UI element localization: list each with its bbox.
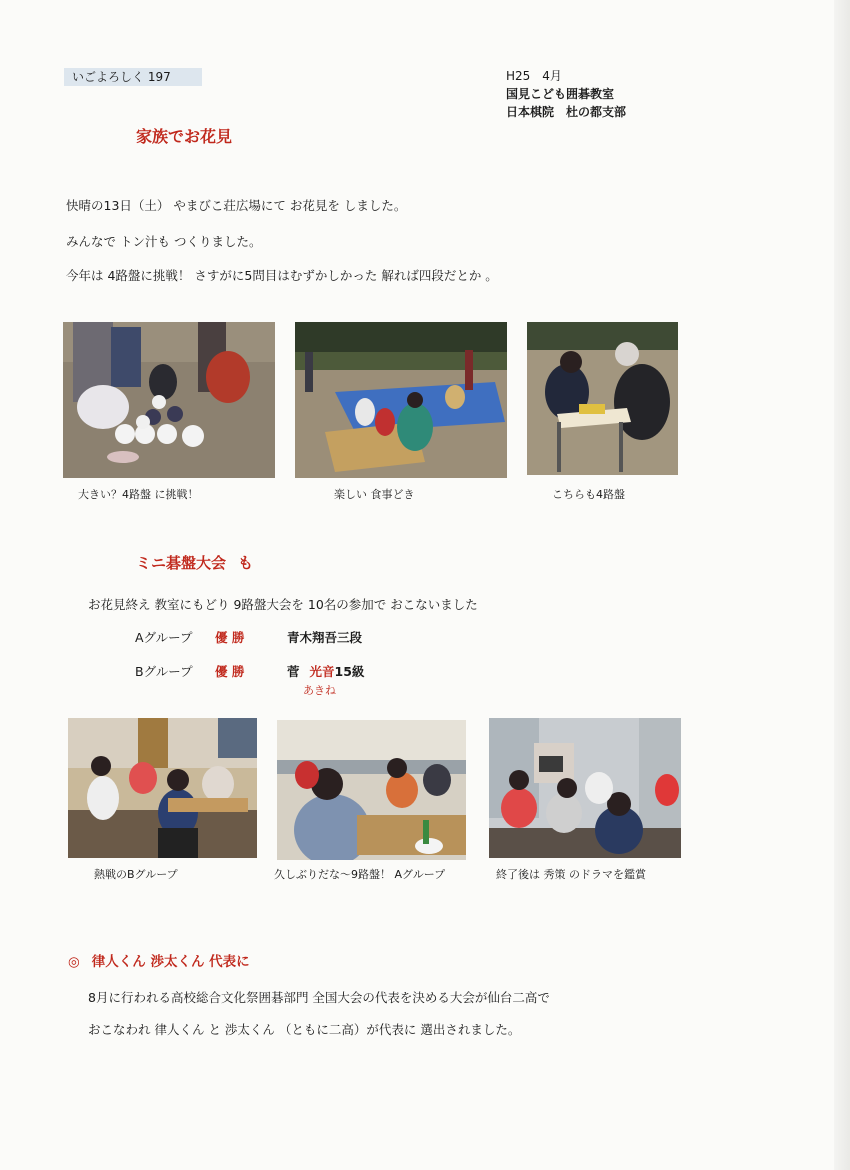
photo-4ro-board-table — [527, 322, 678, 475]
photo-caption: 大きい？4路盤 に挑戦！ — [78, 488, 199, 501]
result-group: Bグループ — [135, 664, 193, 679]
photo-caption: 終了後は 秀策 のドラマを鑑賞 — [496, 868, 646, 881]
photo-a-group-9ro — [277, 720, 466, 860]
photo-picnic-lunch — [295, 322, 507, 478]
section-title-suffix: も — [238, 554, 254, 572]
page-edge — [834, 0, 850, 1170]
result-award: 優 勝 — [215, 630, 245, 645]
section-title-representatives — [68, 950, 250, 970]
result-group: Aグループ — [135, 630, 193, 645]
photo-caption: 久しぶりだな～9路盤！ Aグループ — [274, 868, 446, 881]
section-title-text: ミニ碁盤大会 — [136, 554, 227, 572]
result-winner: 青木翔吾三段 — [287, 630, 363, 645]
section-title-hanami: 家族でお花見 — [136, 127, 233, 146]
photo-4ro-board-challenge — [63, 322, 275, 478]
bullet-mark: ◎ — [68, 954, 80, 970]
result-award: 優 勝 — [215, 664, 245, 679]
result-winner — [287, 662, 364, 680]
photo-caption: こちらも4路盤 — [552, 488, 625, 501]
paragraph-line: 今年は 4路盤に挑戦！ さすがに5問目はむずかしかった 解れば四段だとか 。 — [66, 268, 498, 283]
name-reading: あきね — [303, 684, 336, 697]
photo-b-group-match — [68, 718, 257, 858]
winner-surname: 菅 — [287, 664, 300, 679]
photo-drama-viewing — [489, 718, 681, 858]
paragraph-line: おこなわれ 律人くん と 渉太くん （ともに二高）が代表に 選出されました。 — [88, 1022, 521, 1037]
issue-label: いごよろしく 197 — [64, 68, 202, 86]
photo-caption: 楽しい 食事どき — [334, 488, 415, 501]
section-title-mini-board — [136, 552, 253, 573]
paragraph-line: 8月に行われる高校総合文化祭囲碁部門 全国大会の代表を決める大会が仙台二高で — [88, 990, 550, 1005]
photo-caption: 熱戦のBグループ — [94, 868, 178, 881]
paragraph-line: 快晴の13日（土） やまびこ荘広場にて お花見を しました。 — [66, 198, 407, 213]
paragraph-line: みんなで トン汁も つくりました。 — [66, 234, 262, 249]
winner-rank: 15級 — [334, 664, 365, 679]
section-title-text: 律人くん 渉太くん 代表に — [91, 954, 250, 970]
org-branch: 日本棋院 杜の都支部 — [506, 105, 627, 119]
tournament-intro: お花見終え 教室にもどり 9路盤大会を 10名の参加で おこないました — [88, 597, 478, 612]
issue-date: H25 4月 — [506, 69, 562, 83]
org-name: 国見こども囲碁教室 — [506, 87, 615, 101]
winner-given-name: 光音 — [309, 664, 335, 679]
